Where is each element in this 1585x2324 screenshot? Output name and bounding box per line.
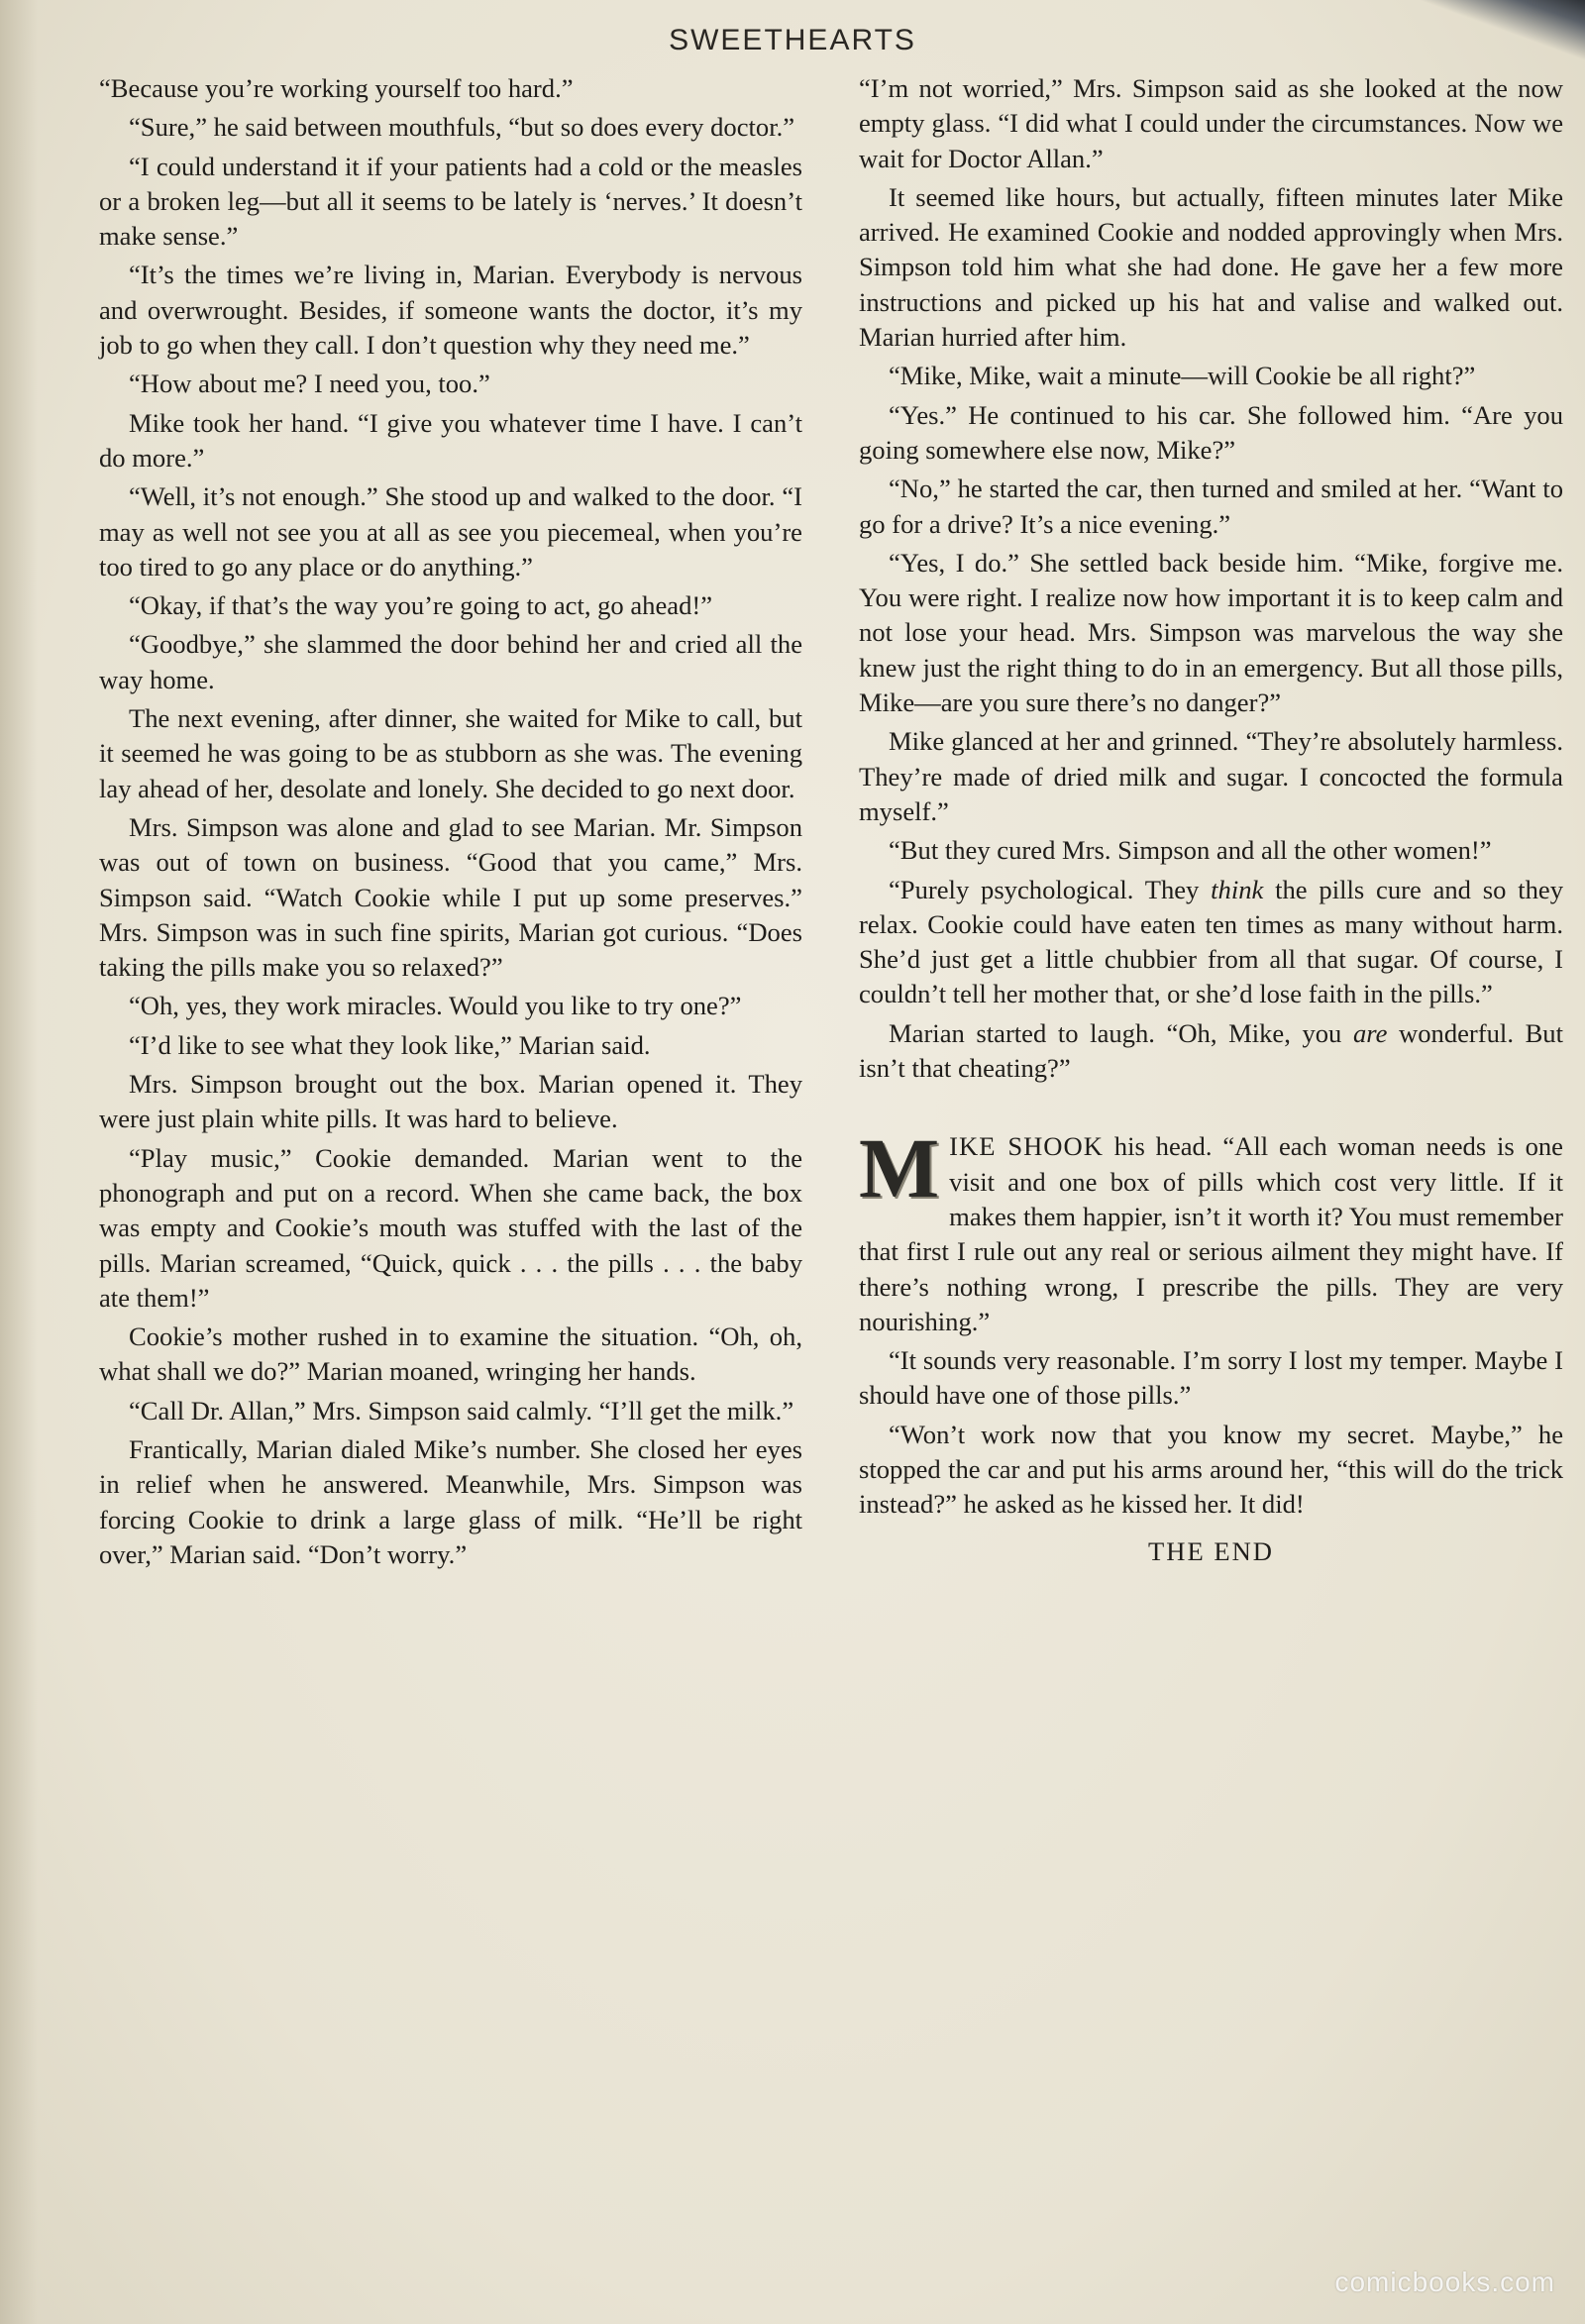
paragraph: “It’s the times we’re living in, Marian. Everybody is nervous and overwrought. Besides, if someone wants the doctor, it’s my job to go when they call. I don’t question why they need me.” <box>99 260 802 361</box>
paragraph: “Because you’re working yourself too hard.” <box>99 73 574 103</box>
left-column <box>99 71 802 1576</box>
paragraph: Mrs. Simpson was alone and glad to see Marian. Mr. Simpson was out of town on business. “Good that you came,” Mrs. Simpson said. “Watch Cookie while I put up some preserves.” Mrs. Simpson was in such fine spirits, Marian got curious. “Does taking the pills make you so relaxed?” <box>99 811 802 983</box>
paragraph-with-emphasis <box>859 873 1563 1012</box>
paragraph: Frantically, Marian dialed Mike’s number. She closed her eyes in relief when he answered. Meanwhile, Mrs. Simpson was forcing Cookie to drink a large glass of milk. “He’ll be right over,” Marian said. “Don’t worry.” <box>99 1433 802 1569</box>
paragraph: “But they cured Mrs. Simpson and all the other women!” <box>889 835 1492 866</box>
paragraph: Cookie’s mother rushed in to examine the situation. “Oh, oh, what shall we do?” Marian moaned, wringing her hands. <box>99 1321 802 1387</box>
lead-in: IKE SHOOK <box>949 1131 1104 1162</box>
paragraph: “Yes.” He continued to his car. She followed him. “Are you going somewhere else now, Mike?” <box>859 399 1563 465</box>
text-run: the pills cure and so they relax. Cookie could have eaten ten times as many without harm. She’d just get a little chubbier from all that sugar. Of course, I couldn’t tell her mother that, or she’d lose faith in the pills.” <box>859 874 1563 1009</box>
paragraph: “Well, it’s not enough.” She stood up and walked to the door. “I may as well not see you at all as see you piecemeal, when you’re too tired to go any place or do anything.” <box>99 481 802 581</box>
text-run: his head. “All each woman needs is one visit and one box of pills which cost very little. If it makes them happier, isn’t it worth it? You must remember that first I rule out any real or serious ailment they might have. If there’s nothing wrong, I prescribe the pills. They are very nourishing.” <box>859 1131 1563 1336</box>
paragraph: “Goodbye,” she slammed the door behind her and cried all the way home. <box>99 629 802 694</box>
paragraph: “How about me? I need you, too.” <box>129 369 490 399</box>
paragraph: “I could understand it if your patients had a cold or the measles or a broken leg—but all it seems to be lately is ‘nerves.’ It doesn’t make sense.” <box>99 151 802 252</box>
text-run: wonderful. But isn’t that cheating?” <box>859 1017 1563 1084</box>
paragraph: “It sounds very reasonable. I’m sorry I lost my temper. Maybe I should have one of those pills.” <box>859 1345 1563 1411</box>
paragraph: Mrs. Simpson brought out the box. Marian opened it. They were just plain white pills. It was hard to believe. <box>99 1069 802 1134</box>
page-spine-shadow <box>0 0 38 2324</box>
right-column <box>859 71 1563 1573</box>
paragraph: “I’d like to see what they look like,” Marian said. <box>129 1029 651 1060</box>
dropcap-paragraph <box>859 1120 1563 1339</box>
text-run: Marian started to laugh. “Oh, Mike, you <box>889 1017 1353 1048</box>
emphasis: think <box>1211 874 1264 904</box>
emphasis: are <box>1352 1017 1388 1048</box>
text-run: “Purely psychological. They <box>889 874 1212 904</box>
page-header: SWEETHEARTS <box>669 24 916 56</box>
paragraph: “Play music,” Cookie demanded. Marian went to the phonograph and put on a record. When she came back, the box was empty and Cookie’s mouth was stuffed with the last of the pills. Marian screamed, “Quick, quick . . . the pills . . . the baby ate them!” <box>99 1142 802 1313</box>
the-end: THE END <box>1148 1535 1274 1566</box>
paragraph: The next evening, after dinner, she waited for Mike to call, but it seemed he was going to be as stubborn as she was. The evening lay ahead of her, desolate and lonely. She decided to go next door. <box>99 703 802 803</box>
paragraph: “Won’t work now that you know my secret. Maybe,” he stopped the car and put his arms around her, “this will do the trick instead?” he asked as he kissed her. It did! <box>859 1419 1563 1520</box>
paragraph-with-emphasis <box>859 1016 1563 1087</box>
paragraph: “Sure,” he said between mouthfuls, “but so does every doctor.” <box>129 112 795 143</box>
paragraph: Mike took her hand. “I give you whatever time I have. I can’t do more.” <box>99 407 802 473</box>
watermark: comicbooks.com <box>1334 2267 1555 2297</box>
paragraph: “Mike, Mike, wait a minute—will Cookie be all right?” <box>889 361 1476 391</box>
paragraph: “No,” he started the car, then turned and smiled at her. “Want to go for a drive? It’s a nice evening.” <box>859 474 1563 539</box>
paragraph: “Oh, yes, they work miracles. Would you like to try one?” <box>129 991 742 1021</box>
paragraph: “I’m not worried,” Mrs. Simpson said as she looked at the now empty glass. “I did what I could under the circumstances. Now we wait for Doctor Allan.” <box>859 73 1563 173</box>
paragraph: Mike glanced at her and grinned. “They’re absolutely harmless. They’re made of dried milk and sugar. I concocted the formula myself.” <box>859 726 1563 826</box>
drop-cap: M <box>859 1120 940 1216</box>
paragraph: “Okay, if that’s the way you’re going to act, go ahead!” <box>129 590 713 621</box>
paragraph: “Call Dr. Allan,” Mrs. Simpson said calmly. “I’ll get the milk.” <box>129 1395 794 1426</box>
paragraph: “Yes, I do.” She settled back beside him. “Mike, forgive me. You were right. I realize now how important it is to keep calm and not lose your head. Mrs. Simpson was marvelous the way she knew just the right thing to do in an emergency. But all those pills, Mike—are you sure there’s no danger?” <box>859 547 1563 718</box>
paragraph: It seemed like hours, but actually, fifteen minutes later Mike arrived. He examined Cookie and nodded approvingly when Mrs. Simpson told him what she had done. He gave her a few more instructions and picked up his hat and valise and walked out. Marian hurried after him. <box>859 181 1563 353</box>
